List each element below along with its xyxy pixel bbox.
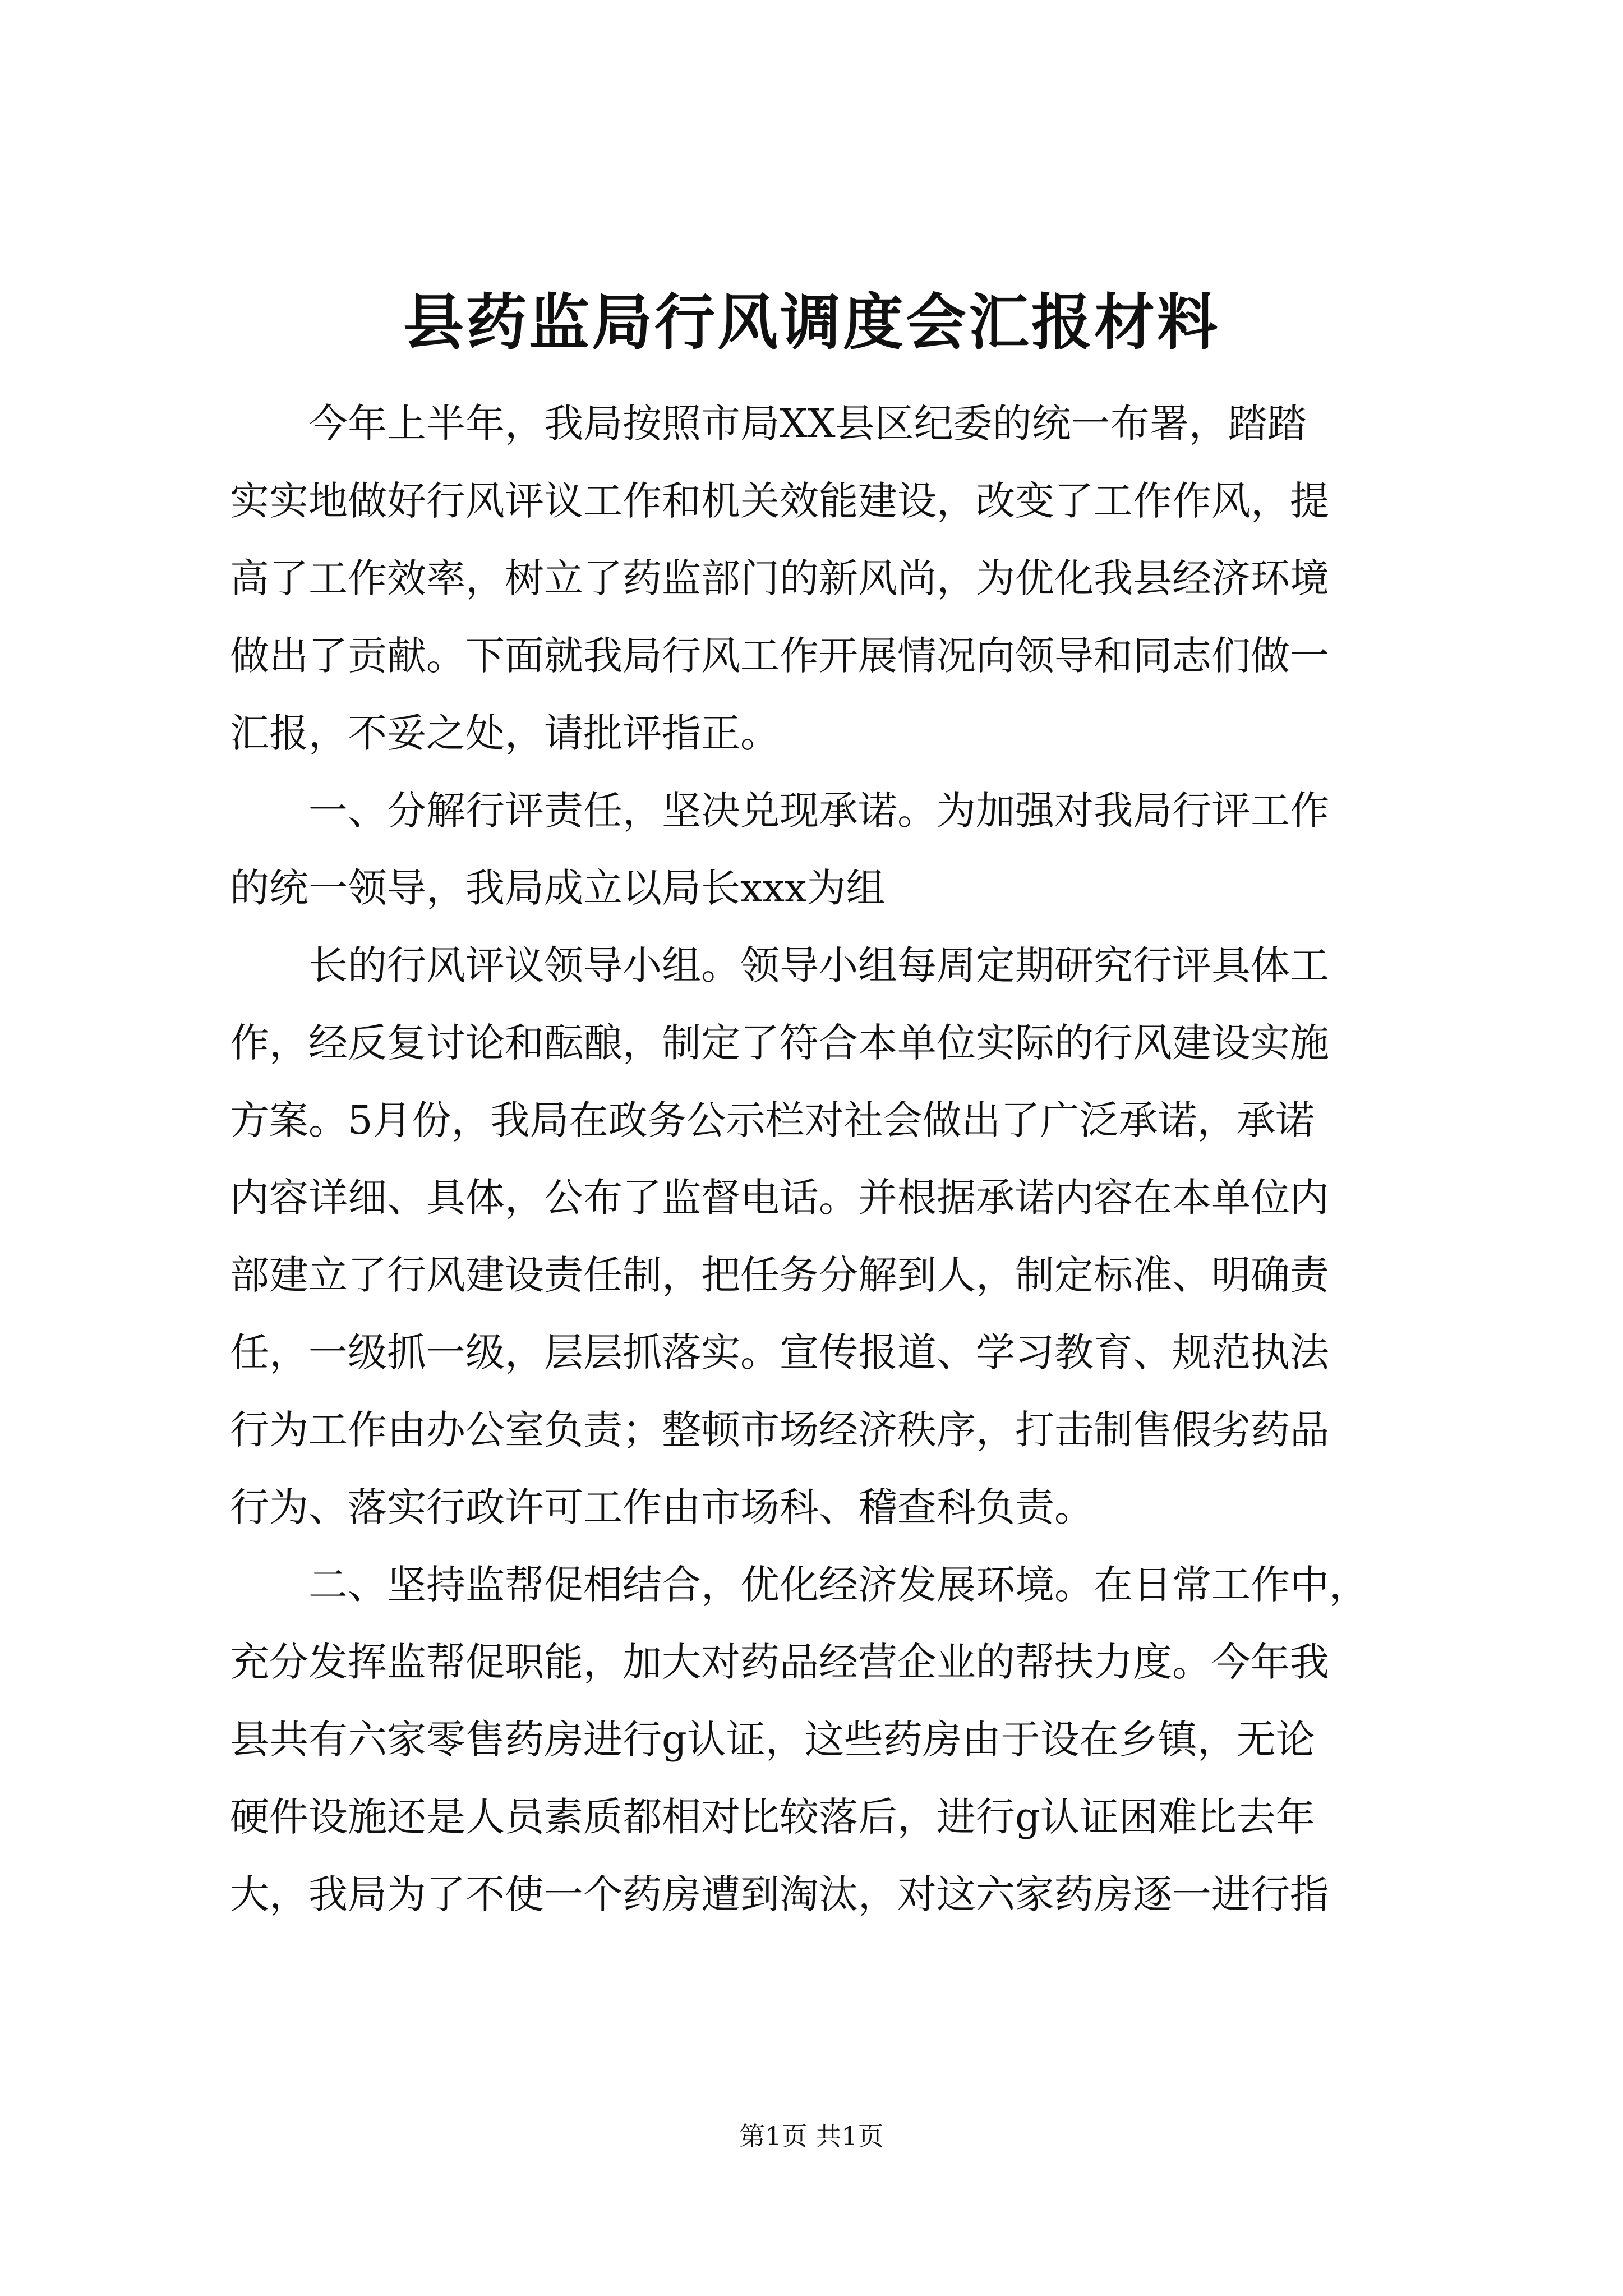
body-line: 行为工作由办公室负责；整顿市场经济秩序，打击制售假劣药品 bbox=[230, 1407, 1329, 1453]
body-line: 方案。5月份，我局在政务公示栏对社会做出了广泛承诺，承诺 bbox=[230, 1097, 1315, 1143]
document-title: 县药监局行风调度会汇报材料 bbox=[403, 287, 1220, 358]
body-line: 汇报，不妥之处，请批评指正。 bbox=[230, 710, 780, 756]
body-line: 高了工作效率，树立了药监部门的新风尚，为优化我县经济环境 bbox=[230, 555, 1329, 601]
body-line: 任，一级抓一级，层层抓落实。宣传报道、学习教育、规范执法 bbox=[230, 1329, 1329, 1375]
body-line: 硬件设施还是人员素质都相对比较落后，进行g认证困难比去年 bbox=[230, 1794, 1315, 1840]
body-line: 今年上半年，我局按照市局XX县区纪委的统一布署，踏踏 bbox=[308, 401, 1307, 447]
body-line: 一、分解行评责任，坚决兑现承诺。为加强对我局行评工作 bbox=[308, 788, 1329, 834]
page-footer: 第1页 共1页 bbox=[739, 2121, 884, 2151]
body-line: 作，经反复讨论和酝酿，制定了符合本单位实际的行风建设实施 bbox=[230, 1020, 1329, 1066]
body-line: 的统一领导，我局成立以局长xxx为组 bbox=[230, 865, 886, 911]
body-line: 部建立了行风建设责任制，把任务分解到人，制定标准、明确责 bbox=[230, 1252, 1329, 1298]
body-line: 二、坚持监帮促相结合，优化经济发展环境。在日常工作中， bbox=[308, 1562, 1368, 1608]
body-line: 行为、落实行政许可工作由市场科、稽查科负责。 bbox=[230, 1484, 1094, 1530]
body-line: 充分发挥监帮促职能，加大对药品经营企业的帮扶力度。今年我 bbox=[230, 1639, 1329, 1685]
body-line: 县共有六家零售药房进行g认证，这些药房由于设在乡镇，无论 bbox=[230, 1717, 1315, 1763]
body-line: 大，我局为了不使一个药房遭到淘汰，对这六家药房逐一进行指 bbox=[230, 1871, 1329, 1917]
body-line: 做出了贡献。下面就我局行风工作开展情况向领导和同志们做一 bbox=[230, 633, 1329, 679]
body-line: 长的行风评议领导小组。领导小组每周定期研究行评具体工 bbox=[308, 942, 1329, 988]
body-line: 实实地做好行风评议工作和机关效能建设，改变了工作作风，提 bbox=[230, 478, 1329, 524]
body-line: 内容详细、具体，公布了监督电话。并根据承诺内容在本单位内 bbox=[230, 1175, 1329, 1221]
